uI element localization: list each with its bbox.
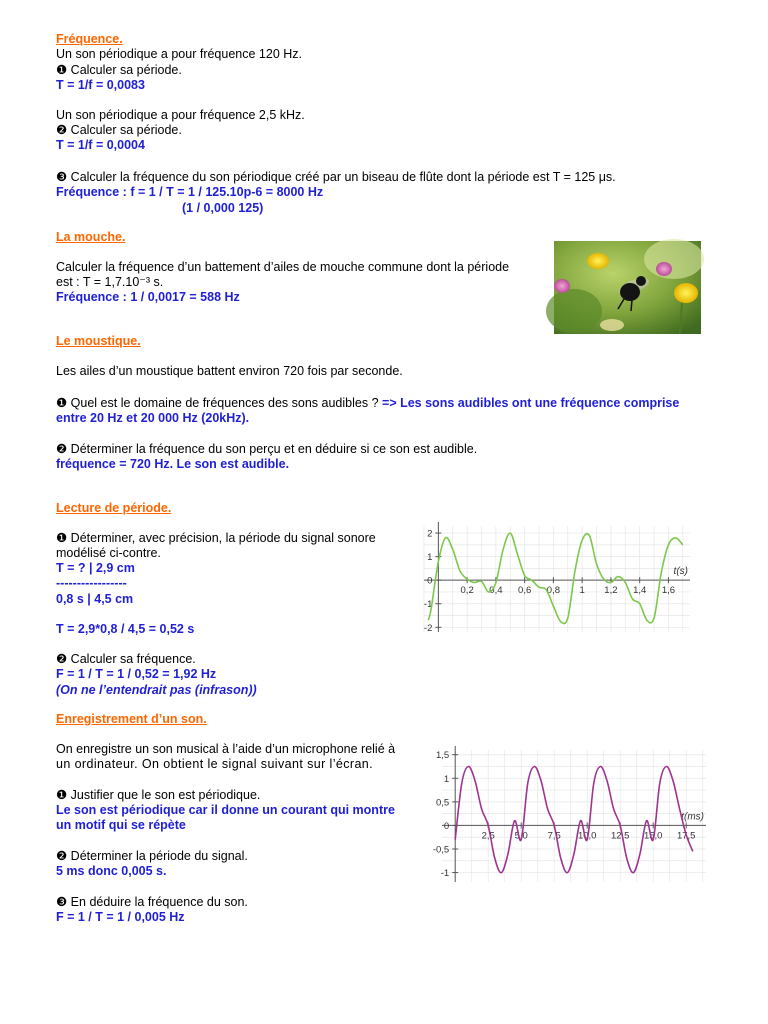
answer-3: Fréquence : f = 1 / T = 1 / 125.10p-6 = 8000 Hz — [56, 185, 324, 199]
y-tick-label: 0 — [427, 575, 433, 587]
signal-line — [455, 766, 693, 872]
chart-grid — [442, 750, 706, 882]
answer-line: 0,8 s | 4,5 cm — [56, 592, 134, 606]
answer-line: F = 1 / T = 1 / 0,005 Hz — [56, 910, 185, 924]
y-tick-label: -2 — [423, 622, 433, 634]
question-1-cont: modélisé ci-contre. — [56, 546, 161, 560]
answer-line: ----------------- — [56, 576, 127, 590]
question-1 — [56, 396, 679, 411]
text-line: Les ailes d’un moustique battent environ 720 fois par seconde. — [56, 364, 403, 378]
answer-line: F = 1 / T = 1 / 0,52 = 1,92 Hz — [56, 667, 217, 681]
question-3: ❸ En déduire la fréquence du son. — [56, 895, 248, 909]
y-tick-label: 0,5 — [435, 797, 450, 809]
answer-1-cont: entre 20 Hz et 20 000 Hz (20kHz). — [56, 411, 250, 425]
x-tick-label: 15,0 — [643, 830, 663, 842]
heading-enregistrement — [56, 712, 247, 727]
y-tick-label: -1 — [440, 868, 450, 880]
period-chart — [416, 518, 696, 640]
answer-line: 5 ms donc 0,005 s. — [56, 864, 167, 878]
answer-line: Le son est périodique car il donne un courant qui montre — [56, 803, 395, 817]
question-2: ❷ Calculer sa période. — [56, 123, 182, 137]
y-tick-label: -0,5 — [432, 844, 450, 856]
heading-frequence: Fréquence. — [56, 32, 123, 46]
x-tick-label: 0,4 — [489, 585, 503, 597]
x-tick-label: 0,8 — [546, 585, 561, 597]
x-tick-label: 12,5 — [610, 830, 630, 842]
text-line: On enregistre un son musical à l’aide d’un microphone relié à — [56, 742, 396, 756]
heading-mouche: La mouche. — [56, 230, 126, 244]
answer-line: T = 2,9*0,8 / 4,5 = 0,52 s — [56, 622, 195, 636]
question-1: ❶ Calculer sa période. — [56, 63, 182, 77]
text-line: est : T = 1,7.10⁻³ s. — [56, 275, 164, 289]
heading-lecture: Lecture de période. — [56, 501, 172, 515]
answer-line: T = ? | 2,9 cm — [56, 561, 135, 575]
heading-text: Enregistrement d’un son. — [56, 712, 207, 726]
x-tick-label: 0,6 — [518, 585, 532, 597]
question-2: ❷ Calculer sa fréquence. — [56, 652, 196, 666]
question-2: ❷ Déterminer la fréquence du son perçu et en déduire si ce son est audible. — [56, 442, 478, 456]
question-3: ❸ Calculer la fréquence du son périodique créé par un biseau de flûte dont la période est T = 125 μs. — [56, 170, 616, 184]
x-tick-label: 10,0 — [577, 830, 597, 842]
question-1: ❶ Déterminer, avec précision, la période du signal sonore — [56, 531, 376, 545]
text-line: Un son périodique a pour fréquence 120 Hz. — [56, 47, 302, 61]
x-tick-label: 1,2 — [604, 585, 618, 597]
answer-2: fréquence = 720 Hz. Le son est audible. — [56, 457, 290, 471]
answer-note: (On ne l’entendrait pas (infrason)) — [56, 683, 257, 697]
answer-1: T = 1/f = 0,0083 — [56, 78, 145, 92]
y-tick-label: 1 — [427, 552, 433, 564]
x-tick-label: 1,4 — [633, 585, 647, 597]
x-tick-label: 0,2 — [460, 585, 474, 597]
x-tick-label: 1 — [579, 585, 585, 597]
answer-1: => Les sons audibles ont une fréquence comprise — [382, 396, 680, 410]
x-tick-label: 5,0 — [514, 830, 528, 842]
answer-2: T = 1/f = 0,0004 — [56, 138, 145, 152]
y-tick-label: -1 — [423, 599, 433, 611]
y-tick-label: 1 — [443, 773, 450, 785]
text-line: Calculer la fréquence d’un battement d’ailes de mouche commune dont la période — [56, 260, 510, 274]
x-tick-label: 17,5 — [676, 830, 696, 842]
answer-mouche: Fréquence : 1 / 0,0017 = 588 Hz — [56, 290, 240, 304]
sound-signal-chart — [432, 742, 712, 888]
y-tick-label: 1,5 — [435, 750, 450, 762]
text-line: Un son périodique a pour fréquence 2,5 kHz. — [56, 108, 305, 122]
signal-line — [428, 533, 683, 624]
answer-3-detail: (1 / 0,000 125) — [182, 201, 264, 215]
y-tick-label: 0 — [443, 820, 450, 832]
x-tick-label: 2,5 — [481, 830, 495, 842]
answer-line: un motif qui se répète — [56, 818, 186, 832]
y-tick-label: 2 — [427, 528, 433, 540]
question-1: ❶ Justifier que le son est périodique. — [56, 788, 261, 802]
x-axis-label: t(s) — [673, 566, 688, 578]
x-tick-label: 7,5 — [547, 830, 561, 842]
fly-photo — [554, 241, 701, 334]
text-line: un ordinateur. On obtient le signal suivant sur l’écran. — [56, 757, 374, 771]
question-2: ❷ Déterminer la période du signal. — [56, 849, 248, 863]
x-tick-label: 1,6 — [661, 585, 676, 597]
heading-moustique: Le moustique. — [56, 334, 141, 348]
x-axis-label: t(ms) — [681, 811, 704, 823]
question-text: ❶ Quel est le domaine de fréquences des sons audibles ? — [56, 396, 379, 410]
